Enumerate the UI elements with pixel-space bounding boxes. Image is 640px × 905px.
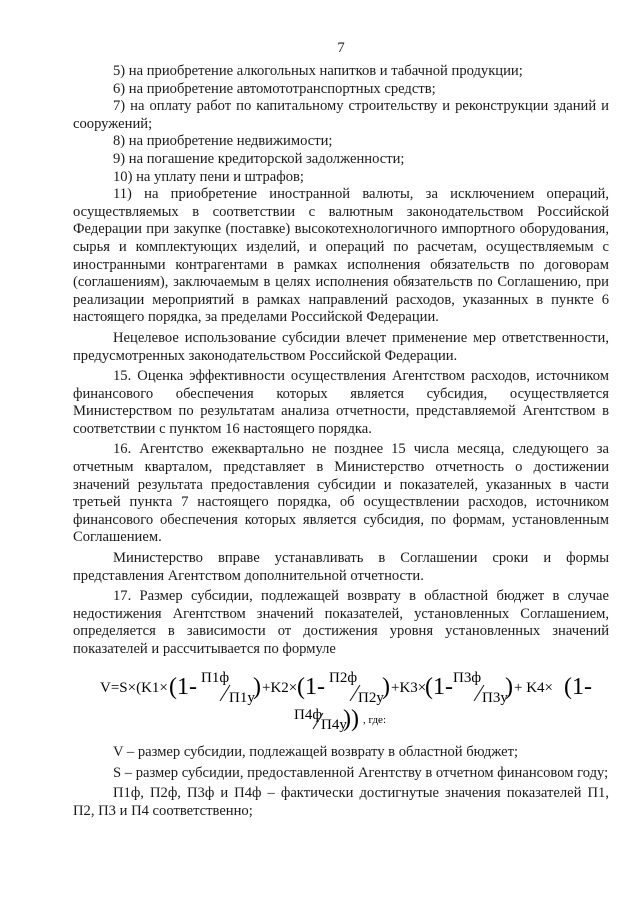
paragraph-clause-16: 16. Агентство ежеквартально не позднее 15 числа месяца, следующего за отчетным кварталом, представляет в Министерство отчетность о достижении значений результата предоставления субсидии и показателей, указанных в части третьей пункта 7 настоящего порядка, об осуществлении расходов, источником финансового обеспечения которых является субсидия, по формам, установленным Соглашением.	[73, 441, 609, 546]
definition-p-actual: П1ф, П2ф, П3ф и П4ф – фактически достигнутые значения показателей П1, П2, П3 и П4 соответственно;	[73, 785, 609, 819]
paragraph-misuse: Нецелевое использование субсидии влечет применение мер ответственности, предусмотренных законодательством Российской Федерации.	[73, 329, 609, 364]
formula-term1-denominator: П1у	[229, 690, 255, 706]
formula-term2-denominator: П2у	[358, 690, 384, 706]
formula-term1-numerator: П1ф	[201, 670, 230, 686]
formula-svg	[73, 663, 609, 733]
list-item-6: 6) на приобретение автомототранспортных средств;	[113, 80, 436, 97]
refund-formula	[73, 663, 609, 733]
formula-term3-open-paren: (1-	[425, 674, 453, 700]
formula-term2-numerator: П2ф	[329, 670, 358, 686]
list-item-7: 7) на оплату работ по капитальному строительству и реконструкции зданий и сооружений;	[73, 98, 609, 132]
list-item-9: 9) на погашение кредиторской задолженности;	[113, 150, 405, 167]
formula-term4-close-parens: ))	[343, 706, 359, 732]
formula-term4-numerator: П4ф	[294, 707, 323, 723]
definition-v: V – размер субсидии, подлежащей возврату в областной бюджет;	[113, 744, 519, 760]
formula-term1-open-paren: (1-	[169, 674, 197, 700]
formula-term3-denominator: П3у	[482, 690, 508, 706]
formula-definitions	[73, 744, 609, 820]
formula-term1-close-paren: )	[253, 674, 261, 700]
formula-tail: , где:	[363, 714, 386, 726]
paragraph-additional-reporting: Министерство вправе устанавливать в Соглашении сроки и формы представления Агентством дополнительной отчетности.	[73, 550, 609, 584]
paragraph-clause-15: 15. Оценка эффективности осуществления Агентством расходов, источником финансового обеспечения которых является субсидия, осуществляется Министерством по результатам анализа отчетности, представляемой Агентством в соответствии с пунктом 16 настоящего порядка.	[73, 368, 609, 437]
formula-k3: +K3×	[391, 680, 427, 696]
formula-term4-open-paren: (1-	[564, 674, 592, 700]
formula-lead: V=S×(K1×	[100, 680, 168, 696]
formula-term3-numerator: П3ф	[453, 670, 482, 686]
formula-term3-close-paren: )	[505, 674, 513, 700]
formula-term2-close-paren: )	[382, 674, 390, 700]
list-item-10: 10) на уплату пени и штрафов;	[113, 168, 304, 185]
list-item-8: 8) на приобретение недвижимости;	[113, 133, 333, 150]
formula-term2-open-paren: (1-	[297, 674, 325, 700]
page-number: 7	[337, 40, 345, 56]
formula-term4-denominator: П4у	[321, 717, 347, 733]
formula-k4: + K4×	[514, 680, 554, 696]
body-text	[73, 63, 609, 659]
list-item-11: 11) на приобретение иностранной валюты, за исключением операций, осуществляемых в соответствии с валютным законодательством Российской Федерации при закупке (поставке) высокотехнологичного импортного оборудования, сырья и комплектующих изделий, и операций по расчетам, осуществляемым с иностранными контрагентами в рамках исполнения обязательств по договорам (соглашениям), заключаемым в целях исполнения обязательств по Соглашению, при реализации мероприятий в рамках направлений расходов, указанных в пункте 6 настоящего порядка, за пределами Российской Федерации.	[73, 186, 609, 326]
definition-s: S – размер субсидии, предоставленной Агентству в отчетном финансовом году;	[113, 764, 609, 781]
list-item-5: 5) на приобретение алкогольных напитков и табачной продукции;	[113, 63, 523, 79]
formula-k2: +K2×	[262, 680, 298, 696]
paragraph-clause-17: 17. Размер субсидии, подлежащей возврату в областной бюджет в случае недостижения Агентством значений показателей, установленных Соглашением, определяется в зависимости от достижения уровня установленных значений показателей и рассчитывается по формуле	[73, 588, 609, 657]
